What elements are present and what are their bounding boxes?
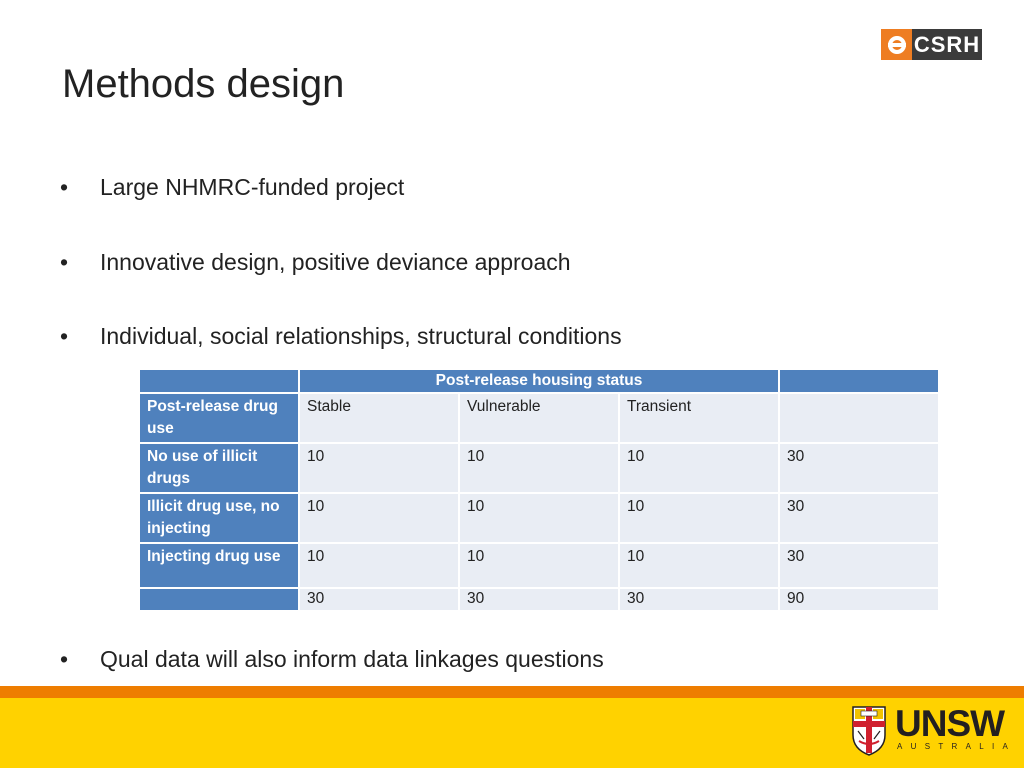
bullet-text: Innovative design, positive deviance approach xyxy=(100,249,571,275)
table-cell: 10 xyxy=(299,543,459,588)
table-row xyxy=(139,493,939,543)
bullet-glyph: • xyxy=(60,174,69,200)
row-label: Illicit drug use, no injecting xyxy=(139,493,299,543)
bullet-glyph: • xyxy=(60,249,69,275)
bullet-item xyxy=(60,323,622,350)
table-cell: 10 xyxy=(619,493,779,543)
table-cell: 10 xyxy=(459,493,619,543)
column-header: Vulnerable xyxy=(459,393,619,443)
design-table xyxy=(138,368,940,612)
totals-label-cell xyxy=(139,588,299,611)
table-row xyxy=(139,443,939,493)
drug-use-header: Post-release drug use xyxy=(139,393,299,443)
housing-status-header: Post-release housing status xyxy=(299,369,779,393)
table-cell: 10 xyxy=(619,543,779,588)
table-cell: 10 xyxy=(299,493,459,543)
bullet-text: Qual data will also inform data linkages questions xyxy=(100,646,604,672)
row-label: Injecting drug use xyxy=(139,543,299,588)
unsw-country: AUSTRALIA xyxy=(897,742,1017,751)
column-header xyxy=(779,393,939,443)
bullet-text: Large NHMRC-funded project xyxy=(100,174,405,200)
bullet-text: Individual, social relationships, structural conditions xyxy=(100,323,622,349)
table-column-header-row xyxy=(139,393,939,443)
table-cell: 10 xyxy=(299,443,459,493)
bullet-item xyxy=(60,249,571,276)
csrh-logo xyxy=(881,29,982,60)
table-totals-row xyxy=(139,588,939,611)
table-cell: 30 xyxy=(779,443,939,493)
bullet-glyph: • xyxy=(60,646,69,672)
total-cell: 90 xyxy=(779,588,939,611)
total-cell: 30 xyxy=(459,588,619,611)
table-group-header-row xyxy=(139,369,939,393)
unsw-crest-icon xyxy=(851,705,887,757)
footer-orange-band xyxy=(0,686,1024,698)
csrh-mark-icon xyxy=(881,29,912,60)
csrh-wordmark: CSRH xyxy=(912,29,982,60)
table-cell: 30 xyxy=(779,543,939,588)
unsw-wordmark: UNSW xyxy=(895,703,1005,744)
slide-title: Methods design xyxy=(62,62,345,106)
column-header: Stable xyxy=(299,393,459,443)
table-cell: 30 xyxy=(779,493,939,543)
row-label: No use of illicit drugs xyxy=(139,443,299,493)
bullet-item xyxy=(60,646,604,673)
table-header-blank xyxy=(779,369,939,393)
table-corner-cell xyxy=(139,369,299,393)
bullet-glyph: • xyxy=(60,323,69,349)
table-cell: 10 xyxy=(459,443,619,493)
total-cell: 30 xyxy=(299,588,459,611)
total-cell: 30 xyxy=(619,588,779,611)
table-cell: 10 xyxy=(619,443,779,493)
table-cell: 10 xyxy=(459,543,619,588)
column-header: Transient xyxy=(619,393,779,443)
table-row xyxy=(139,543,939,588)
bullet-item xyxy=(60,174,404,201)
unsw-logo xyxy=(851,703,1017,761)
